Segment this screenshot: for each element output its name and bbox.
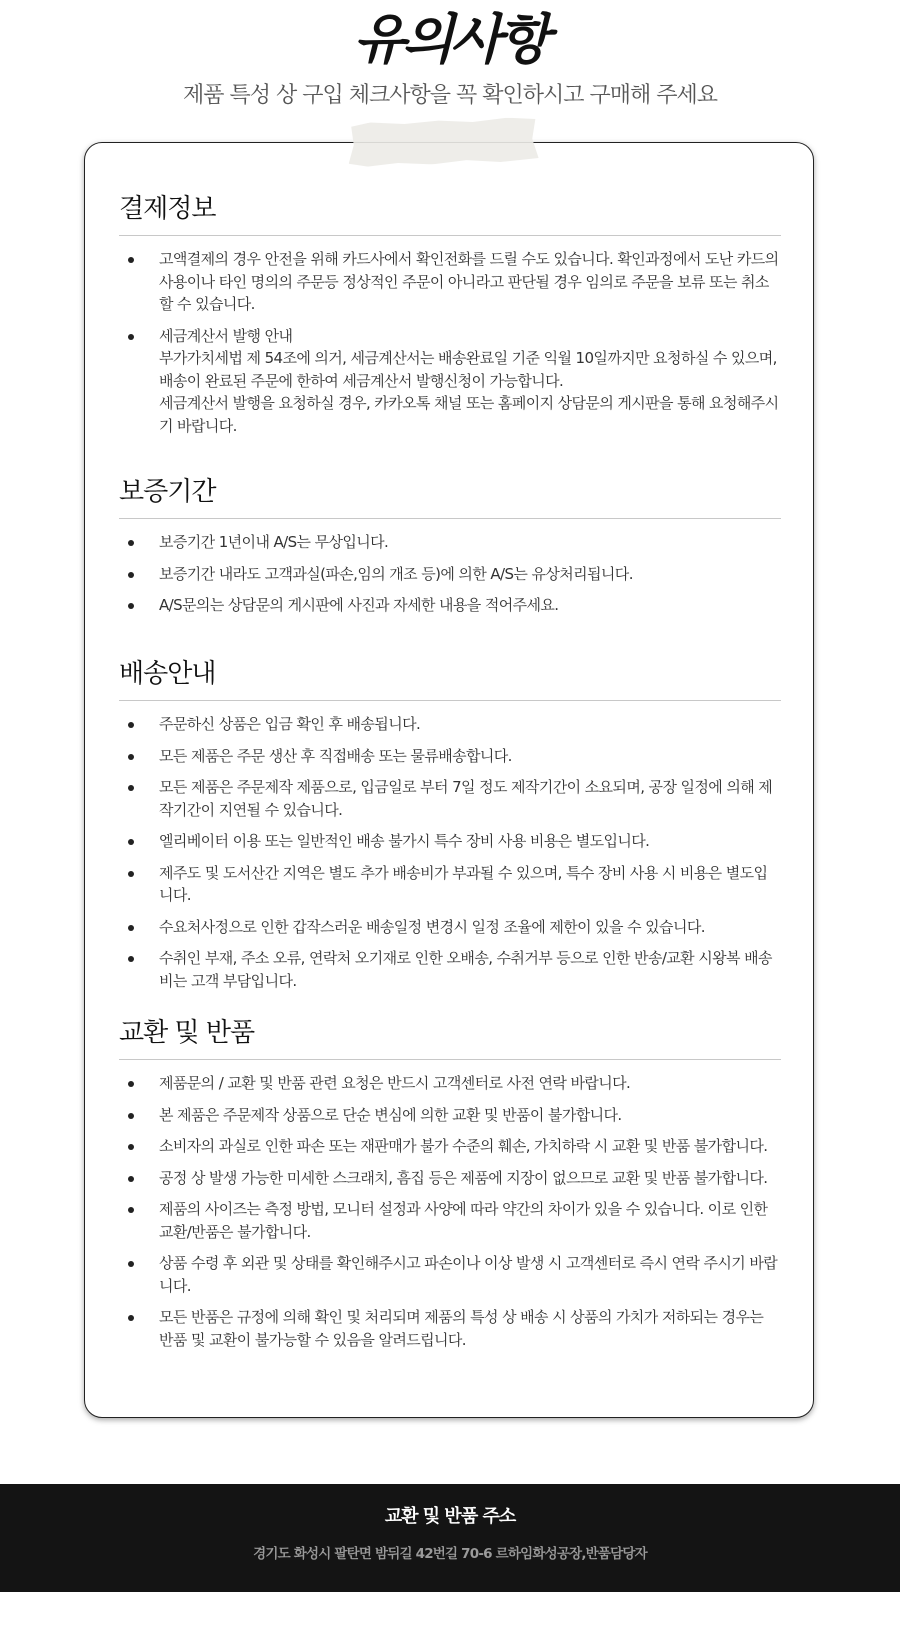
return-address: 경기도 화성시 팔탄면 밤뒤길 42번길 70-6 르하임화성공장,반품담당자 [253, 1546, 647, 1562]
footer-title: 교환 및 반품 주소 [384, 1506, 516, 1527]
list-item: 공정 상 발생 가능한 미세한 스크래치, 흠집 등은 제품에 지장이 없으므로 교환 및 반품 불가합니다. [119, 1167, 781, 1190]
list-item: 모든 반품은 규정에 의해 확인 및 처리되며 제품의 특성 상 배송 시 상품의 가치가 저하되는 경우는 반품 및 교환이 불가능할 수 있음을 알려드립니다. [119, 1306, 781, 1351]
list-item: 보증기간 내라도 고객과실(파손,임의 개조 등)에 의한 A/S는 유상처리됩니다. [119, 563, 781, 586]
list-item: 모든 제품은 주문 생산 후 직접배송 또는 물류배송합니다. [119, 745, 781, 768]
list-item: 주문하신 상품은 입금 확인 후 배송됩니다. [119, 713, 781, 736]
section-delivery [119, 656, 781, 1001]
section-title: 교환 및 반품 [119, 1015, 781, 1060]
notice-card [84, 142, 814, 1418]
item-list [119, 248, 781, 437]
list-item: A/S문의는 상담문의 게시판에 사진과 자세한 내용을 적어주세요. [119, 594, 781, 617]
page-title: 유의사항 [353, 8, 547, 71]
section-exchange-return [119, 1015, 781, 1360]
list-item: 고액결제의 경우 안전을 위해 카드사에서 확인전화를 드릴 수도 있습니다. 확인과정에서 도난 카드의 사용이나 타인 명의의 주문등 정상적인 주문이 아니라고 판단될 경우 임의로 주문을 보류 또는 취소할 수 있습니다. [119, 248, 781, 316]
section-title: 결제정보 [119, 191, 781, 236]
tape-decoration [347, 117, 538, 168]
page-subtitle: 제품 특성 상 구입 체크사항을 꼭 확인하시고 구매해 주세요 [183, 83, 717, 108]
return-address-footer [0, 1484, 900, 1592]
list-item: 본 제품은 주문제작 상품으로 단순 변심에 의한 교환 및 반품이 불가합니다. [119, 1104, 781, 1127]
list-item: 제품의 사이즈는 측정 방법, 모니터 설정과 사양에 따라 약간의 차이가 있을 수 있습니다. 이로 인한 교환/반품은 불가합니다. [119, 1198, 781, 1243]
list-item: 소비자의 과실로 인한 파손 또는 재판매가 불가 수준의 훼손, 가치하락 시 교환 및 반품 불가합니다. [119, 1135, 781, 1158]
list-item: 제품문의 / 교환 및 반품 관련 요청은 반드시 고객센터로 사전 연락 바랍니다. [119, 1072, 781, 1095]
item-list [119, 1072, 781, 1351]
list-item: 보증기간 1년이내 A/S는 무상입니다. [119, 531, 781, 554]
list-item: 엘리베이터 이용 또는 일반적인 배송 불가시 특수 장비 사용 비용은 별도입니다. [119, 830, 781, 853]
section-title: 배송안내 [119, 656, 781, 701]
list-item: 세금계산서 발행 안내 부가가치세법 제 54조에 의거, 세금계산서는 배송완료일 기준 익월 10일까지만 요청하실 수 있으며, 배송이 완료된 주문에 한하여 세금계산서 발행신청이 가능합니다. 세금계산서 발행을 요청하실 경우, 카카오톡 채널 또는 홈페이지 상담문의 게시판을 통해 요청해주시기 바랍니다. [119, 325, 781, 438]
list-item: 수요처사정으로 인한 갑작스러운 배송일정 변경시 일정 조율에 제한이 있을 수 있습니다. [119, 916, 781, 939]
list-item: 모든 제품은 주문제작 제품으로, 입금일로 부터 7일 정도 제작기간이 소요되며, 공장 일정에 의해 제작기간이 지연될 수 있습니다. [119, 776, 781, 821]
section-title: 보증기간 [119, 474, 781, 519]
list-item: 수취인 부재, 주소 오류, 연락처 오기재로 인한 오배송, 수취거부 등으로 인한 반송/교환 시왕복 배송비는 고객 부담입니다. [119, 947, 781, 992]
item-list [119, 531, 781, 617]
list-item: 상품 수령 후 외관 및 상태를 확인해주시고 파손이나 이상 발생 시 고객센터로 즉시 연락 주시기 바랍니다. [119, 1252, 781, 1297]
item-list [119, 713, 781, 992]
list-item: 제주도 및 도서산간 지역은 별도 추가 배송비가 부과될 수 있으며, 특수 장비 사용 시 비용은 별도입니다. [119, 862, 781, 907]
section-warranty [119, 474, 781, 626]
section-payment-info [119, 191, 781, 446]
